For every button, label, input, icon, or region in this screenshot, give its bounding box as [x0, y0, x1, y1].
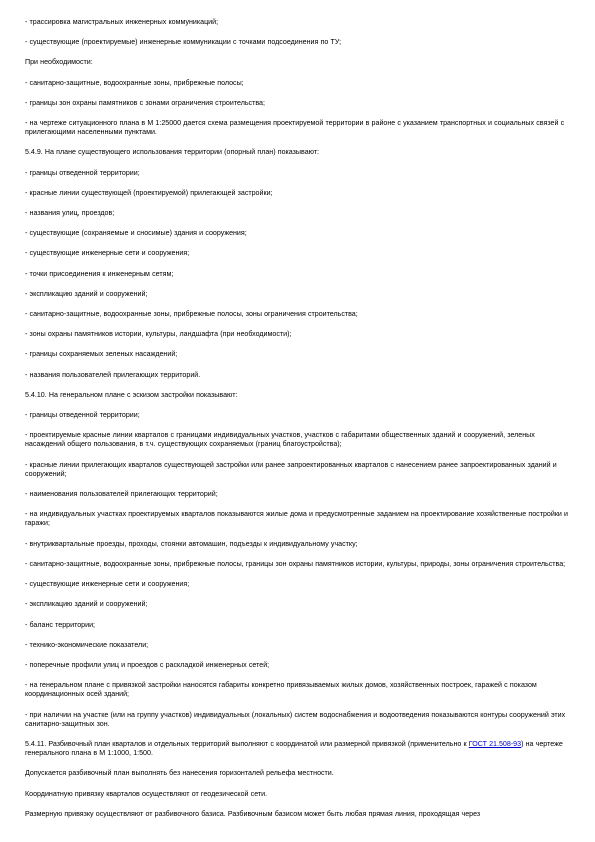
list-item: - поперечные профили улиц и проездов с раскладкой инженерных сетей;: [25, 660, 270, 669]
list-item: - наименования пользователей прилегающих территорий;: [25, 490, 218, 499]
section-heading: 5.4.9. На плане существующего использования территории (опорный план) показывают:: [25, 148, 320, 157]
list-item: - трассировка магистральных инженерных коммуникаций;: [25, 18, 219, 26]
list-item: - красные линии прилегающих кварталов существующей застройки или ранее запроектированных кварталов с нанесением ранее запроектированных зданий и сооружений;: [25, 460, 557, 478]
list-item: - экспликацию зданий и сооружений;: [25, 289, 148, 298]
subheading: При необходимости:: [25, 58, 93, 67]
list-item: - санитарно-защитные, водоохранные зоны, прибрежные полосы;: [25, 78, 244, 87]
section-heading: 5.4.10. На генеральном плане с эскизом застройки показывают:: [25, 390, 238, 399]
list-item: - на чертеже ситуационного плана в М 1:25000 дается схема размещения проектируемой территории в районе с указанием транспортных и социальных связей с прилегающими населенными пунктами.: [25, 119, 565, 137]
list-item: - границы сохраняемых зеленых насаждений;: [25, 350, 178, 359]
list-item: - на генеральном плане с привязкой застройки наносятся габариты конкретно привязываемых жилых домов, хозяйственных построек, гаражей с показом координационных осей зданий;: [25, 681, 537, 699]
list-item: - на индивидуальных участках проектируемых кварталов показываются жилые дома и предусмотренные заданием на проектирование хозяйственные постройки и гаражи;: [25, 510, 569, 528]
list-item: - точки присоединения к инженерным сетям;: [25, 269, 174, 278]
list-item: - названия улиц, проездов;: [25, 209, 115, 218]
document-page: [25, 18, 573, 830]
body-text: Координатную привязку кварталов осуществляют от геодезической сети.: [25, 789, 268, 798]
list-item: - зоны охраны памятников истории, культуры, ландшафта (при необходимости);: [25, 330, 292, 339]
list-item: - при наличии на участке (или на группу участков) индивидуальных (локальных) систем водоснабжения и водоотведения показываются контуры сооружений этих санитарно-защитных зон.: [25, 710, 566, 728]
list-item: - границы отведенной территории;: [25, 168, 140, 177]
section-text: ) на чертеже генерального плана в М 1:1000, 1:500.: [25, 739, 563, 758]
list-item: - существующие (проектируемые) инженерные коммуникации с точками подсоединения по ТУ;: [25, 38, 342, 47]
gost-link[interactable]: ГОСТ 21.508-93: [468, 739, 522, 748]
list-item: - экспликацию зданий и сооружений;: [25, 600, 148, 609]
list-item: - технико-экономические показатели;: [25, 640, 149, 649]
list-item: - существующие инженерные сети и сооружения;: [25, 249, 190, 258]
list-item: - существующие инженерные сети и сооружения;: [25, 580, 190, 589]
list-item: - баланс территории;: [25, 620, 96, 629]
body-text: Допускается разбивочный план выполнять без нанесения горизонталей рельефа местности.: [25, 769, 334, 778]
section-heading-with-link: [25, 740, 573, 758]
list-item: - названия пользователей прилегающих территорий.: [25, 370, 201, 379]
list-item: - санитарно-защитные, водоохранные зоны, прибрежные полосы, зоны ограничения строительства;: [25, 310, 358, 319]
list-item: - существующие (сохраняемые и сносимые) здания и сооружения;: [25, 229, 247, 238]
list-item: - красные линии существующей (проектируемой) прилегающей застройки;: [25, 188, 273, 197]
list-item: - границы отведенной территории;: [25, 411, 140, 420]
body-text: Размерную привязку осуществляют от разбивочного базиса. Разбивочным базисом может быть любая прямая линия, проходящая через: [25, 809, 481, 818]
list-item: - внутриквартальные проезды, проходы, стоянки автомашин, подъезды к индивидуальному участку;: [25, 539, 358, 548]
section-text: 5.4.11. Разбивочный план кварталов и отдельных территорий выполняют с координатой или размерной привязкой (применительно к: [25, 739, 469, 748]
list-item: - проектируемые красные линии кварталов с границами индивидуальных участков, участков с габаритами общественных зданий и сооружений, зеленых насаждений общего пользования, в т.ч. существующих сохраняемых (границ благоустройства);: [25, 431, 535, 449]
list-item: - санитарно-защитные, водоохранные зоны, прибрежные полосы, границы зон охраны памятников истории, культуры, природы, зоны ограничения строительства;: [25, 559, 566, 568]
list-item: - границы зон охраны памятников с зонами ограничения строительства;: [25, 98, 265, 107]
